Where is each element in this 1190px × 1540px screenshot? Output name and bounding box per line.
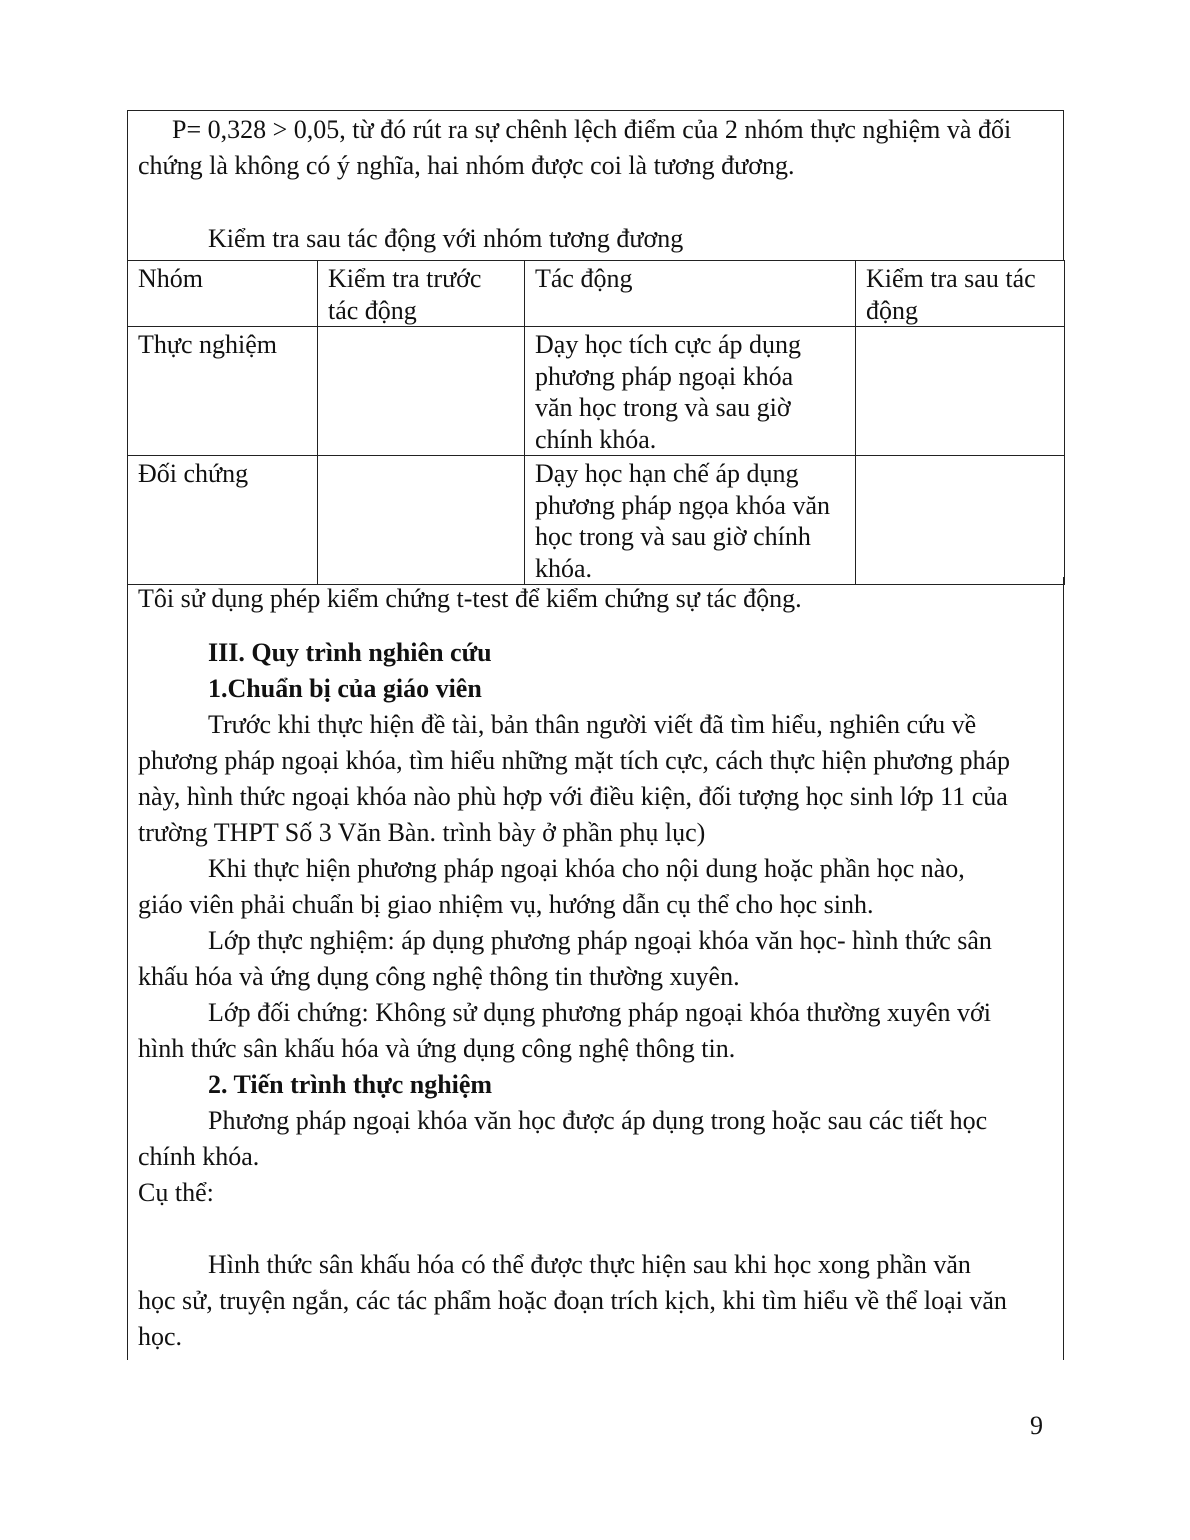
design-table (127, 260, 1065, 585)
table-row (128, 327, 1065, 456)
table-row (128, 456, 1065, 585)
header-group: Nhóm (128, 261, 318, 327)
cell-pretest (318, 327, 525, 456)
paragraph-line: Trước khi thực hiện đề tài, bản thân người viết đã tìm hiểu, nghiên cứu về (208, 710, 977, 739)
paragraph-line: học. (138, 1322, 183, 1351)
page-number: 9 (1030, 1411, 1043, 1440)
cell-posttest (856, 456, 1065, 585)
intro-line-2: chứng là không có ý nghĩa, hai nhóm được coi là tương đương. (138, 151, 795, 180)
intro-line-1: P= 0,328 > 0,05, từ đó rút ra sự chênh lệch điểm của 2 nhóm thực nghiệm và đối (172, 115, 1012, 144)
cell-pretest (318, 456, 525, 585)
paragraph-line: giáo viên phải chuẩn bị giao nhiệm vụ, hướng dẫn cụ thể cho học sinh. (138, 890, 874, 919)
paragraph-line: Lớp thực nghiệm: áp dụng phương pháp ngoại khóa văn học- hình thức sân (208, 926, 992, 955)
paragraph-line: chính khóa. (138, 1142, 260, 1171)
subheading-process: 2. Tiến trình thực nghiệm (208, 1070, 493, 1099)
ttest-note: Tôi sử dụng phép kiểm chứng t-test để kiểm chứng sự tác động. (138, 584, 802, 613)
cell-posttest (856, 327, 1065, 456)
cell-group: Đối chứng (128, 456, 318, 585)
paragraph-line: này, hình thức ngoại khóa nào phù hợp với điều kiện, đối tượng học sinh lớp 11 của (138, 782, 1008, 811)
cell-treatment: Dạy học tích cực áp dụng phương pháp ngoại khóa văn học trong và sau giờ chính khóa. (525, 327, 856, 456)
paragraph-line: Hình thức sân khấu hóa có thể được thực hiện sau khi học xong phần văn (208, 1250, 971, 1279)
specific-label: Cụ thể: (138, 1178, 214, 1207)
design-caption: Kiểm tra sau tác động với nhóm tương đương (208, 224, 684, 253)
cell-treatment: Dạy học hạn chế áp dụng phương pháp ngọa khóa văn học trong và sau giờ chính khóa. (525, 456, 856, 585)
paragraph-line: phương pháp ngoại khóa, tìm hiểu những mặt tích cực, cách thực hiện phương pháp (138, 746, 1010, 775)
table-header-row (128, 261, 1065, 327)
paragraph-line: Khi thực hiện phương pháp ngoại khóa cho nội dung hoặc phần học nào, (208, 854, 965, 883)
header-pretest: Kiểm tra trước tác động (318, 261, 525, 327)
paragraph-line: Phương pháp ngoại khóa văn học được áp dụng trong hoặc sau các tiết học (208, 1106, 988, 1135)
paragraph-line: Lớp đối chứng: Không sử dụng phương pháp ngoại khóa thường xuyên với (208, 998, 991, 1027)
cell-group: Thực nghiệm (128, 327, 318, 456)
paragraph-line: học sử, truyện ngắn, các tác phẩm hoặc đoạn trích kịch, khi tìm hiểu về thể loại văn (138, 1286, 1007, 1315)
header-posttest: Kiểm tra sau tác động (856, 261, 1065, 327)
paragraph-line: hình thức sân khấu hóa và ứng dụng công nghệ thông tin. (138, 1034, 736, 1063)
paragraph-line: khấu hóa và ứng dụng công nghệ thông tin thường xuyên. (138, 962, 740, 991)
section-heading: III. Quy trình nghiên cứu (208, 638, 492, 667)
header-treatment: Tác động (525, 261, 856, 327)
subheading-preparation: 1.Chuẩn bị của giáo viên (208, 674, 482, 703)
paragraph-line: trường THPT Số 3 Văn Bàn. trình bày ở phần phụ lục) (138, 818, 706, 847)
